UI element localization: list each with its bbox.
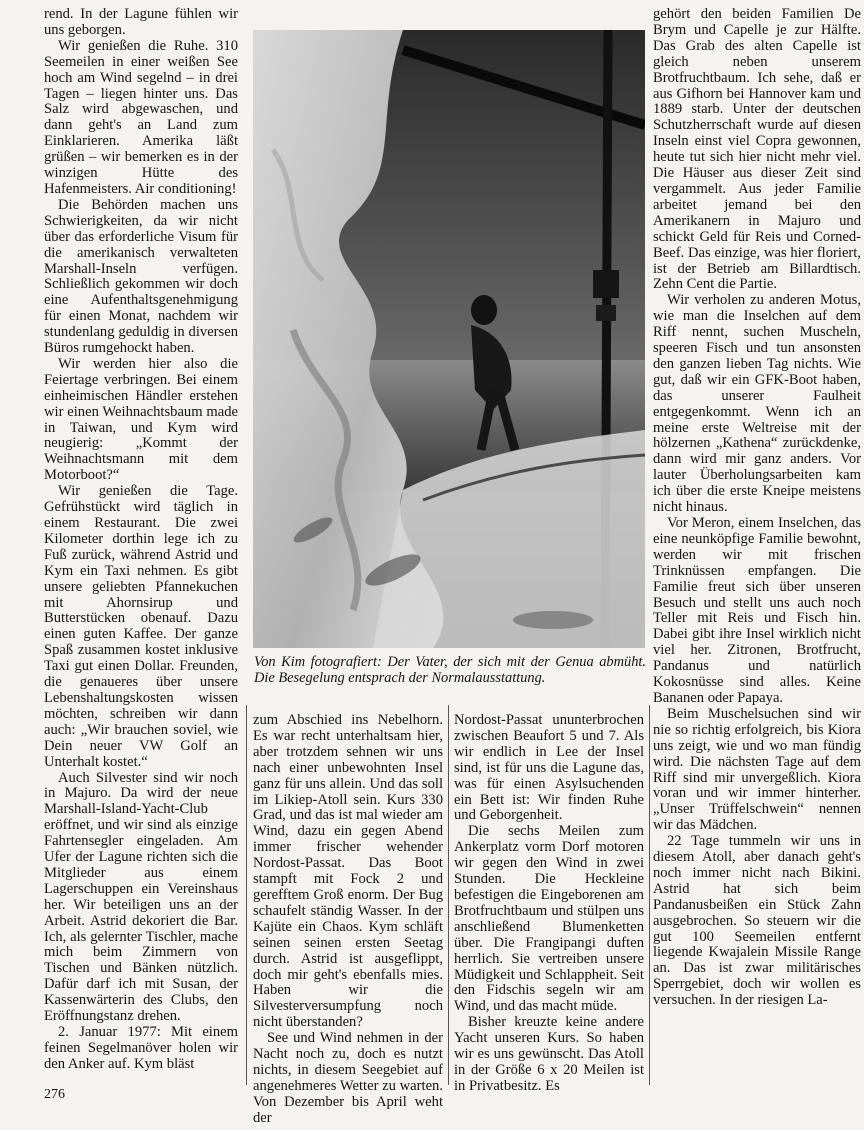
- paragraph: gehört den beiden Familien De Brym und Capelle je zur Hälfte. Das Grab des alten Capelle ist gleich neben unserem Brotfruchtbaum. Ich sehe, daß er aus Gifhorn bei Hannover kam und 1889 starb. Unter der deutschen Schutzherrschaft wurde auf diesen Inseln einst viel Copra gewonnen, heute tut sich hier nicht mehr viel. Die Häuser aus dieser Zeit sind vergammelt. Aus jeder Familie arbeitet jemand bei den Amerikanern in Majuro und schickt Geld für Reis und Corned-Beef. Das einzige, was hier floriert, ist der Betrieb am Billardtisch. Zehn Cent die Partie.: [653, 6, 861, 293]
- paragraph: See und Wind nehmen in der Nacht noch zu, doch es nutzt nichts, in diesem Seegebiet auf angenehmeres Wetter zu warten. Von Dezember bis April weht der: [253, 1030, 443, 1126]
- column-rule: [448, 705, 449, 1085]
- paragraph: Wir verholen zu anderen Motus, wie man die Inselchen auf dem Riff nennt, suchen Muscheln, speeren Fisch und tun ansonsten den ganzen lieben Tag nichts. Wie gut, daß wir ein GFK-Boot haben, das unserer Faulheit entgegenkommt. Wenn ich an meine erste Weltreise mit der hölzernen „Kathena“ zurückdenke, dann wird mir ganz anders. Vor lauter Überholungsarbeiten kam ich über die erste Kneipe meistens nicht hinaus.: [653, 292, 861, 516]
- column-rule: [649, 705, 650, 1085]
- paragraph: Vor Meron, einem Inselchen, das eine neunköpfige Familie bewohnt, werden wir mit frischen Trinknüssen empfangen. Die Familie freut sich über unseren Besuch und stellt uns auch noch Teller mit Reis und Fisch hin. Dabei gibt ihre Insel wirklich nicht viel her. Zitronen, Brotfrucht, Pandanus und natürlich Kokosnüsse sind alles. Keine Bananen oder Papaya.: [653, 515, 861, 706]
- paragraph: Die Behörden machen uns Schwierigkeiten, da wir nicht über das erforderliche Visum für die amerikanisch verwalteten Marshall-Inseln verfügen. Schließlich gekommen wir doch eine Aufenthaltsgenehmigung für einen Monat, nachdem wir stundenlang geduldig in diversen Büros rumgehockt haben.: [44, 196, 238, 357]
- text-column-middle-left: [253, 713, 443, 1127]
- text-column-middle-right: [454, 713, 644, 1095]
- sailing-photo: [253, 30, 645, 648]
- paragraph: Wir genießen die Ruhe. 310 Seemeilen in einer weißen See hoch am Wind segelnd – in drei Tagen – liegen hinter uns. Das Salz wird abgewaschen, und dann geht's an Land zum Einklarieren. Amerika läßt grüßen – wir bemerken es in der winzigen Hütte des Hafenmeisters. Air conditioning!: [44, 37, 238, 197]
- paragraph: rend. In der Lagune fühlen wir uns geborgen.: [44, 6, 238, 38]
- paragraph: 22 Tage tummeln wir uns in diesem Atoll, aber danach geht's noch immer nicht nach Bikini. Astrid hat sich beim Pandanusbeißen ein Stück Zahn ausgebrochen. So steuern wir die gut 100 Seemeilen entfernt liegende Kwajalein Missile Range an. Das ist zwar militärisches Sperrgebiet, doch wir wollen es versuchen. In der riesigen La-: [653, 833, 861, 1009]
- photo-caption: [254, 654, 646, 686]
- paragraph: Wir werden hier also die Feiertage verbringen. Bei einem einheimischen Händler erstehen wir einen Weihnachtsbaum made in Taiwan, und Kym wird neugierig: „Kommt der Weihnachtsmann mit dem Motorboot?“: [44, 355, 238, 484]
- paragraph: Bisher kreuzte keine andere Yacht unseren Kurs. So haben wir es uns gewünscht. Das Atoll in der Größe 6 x 20 Meilen ist in Privatbesitz. Es: [454, 1014, 644, 1094]
- page-number: 276: [44, 1087, 65, 1102]
- paragraph: Auch Silvester sind wir noch in Majuro. Da wird der neue Marshall-Island-Yacht-Club eröffnet, und wir sind als einzige Fahrtensegler eingeladen. Am Ufer der Lagune richten sich die Mitglieder aus einem Lagerschuppen ein Vereinshaus her. Wir beteiligen uns an der Arbeit. Astrid dekoriert die Bar. Ich, als gelernter Tischler, mache mich beim Zimmern von Tischen und Bänken nützlich. Dafür darf ich mit Susan, der Kassenwärterin des Clubs, den Eröffnungstanz drehen.: [44, 769, 238, 1025]
- paragraph: Nordost-Passat ununterbrochen zwischen Beaufort 5 und 7. Als wir endlich in Lee der Insel sind, ist für uns die Lagune das, was für einen Asylsuchenden ein Bett ist: Wir finden Ruhe und Geborgenheit.: [454, 712, 644, 824]
- paragraph: Wir genießen die Tage. Gefrühstückt wird täglich in einem Restaurant. Die zwei Kilometer dorthin lege ich zu Fuß zurück, während Astrid und Kym ein Taxi nehmen. Es gibt unsere geliebten Pfannekuchen mit Ahornsirup und Butterstücken obenauf. Dazu einen guten Kaffee. Der ganze Spaß zusammen kostet inklusive Taxi gut einen Dollar. Freunden, die genaueres über unsere Lebenshaltungskosten wissen möchten, schreiben wir dann auch: „Wir brauchen soviel, wie Dein neuer VW Golf an Unterhalt kostet.“: [44, 483, 238, 770]
- paragraph: Die sechs Meilen zum Ankerplatz vorm Dorf motoren wir gegen den Wind in zwei Stunden. Die Heckleine befestigen die Eingeborenen am Brotfruchtbaum und stülpen uns anschließend Blumenketten über. Die Frangipangi duften herrlich. Sie vertreiben unsere Müdigkeit und Schlappheit. Seit den Fidschis segeln wir am Wind, und das macht müde.: [454, 823, 644, 1015]
- paragraph: Beim Muschelsuchen sind wir nie so richtig erfolgreich, bis Kiora uns zeigt, wie und wo man fündig wird. Die nächsten Tage auf dem Riff sind mir unvergeßlich. Kiora voran und wir immer hinterher. „Unser Trüffelschwein“ nennen wir das Mädchen.: [653, 705, 861, 834]
- paragraph: zum Abschied ins Nebelhorn. Es war recht unterhaltsam hier, aber trotzdem sehnen wir uns nach einer unbewohnten Insel ganz für uns allein. Und das soll im Likiep-Atoll sein. Kurs 330 Grad, und das ist mal wieder am Wind, dazu ein gegen Abend immer frischer wehender Nordost-Passat. Das Boot stampft mit Fock 2 und gerefftem Groß enorm. Der Bug schaufelt ständig Wasser. In der Kajüte ein Chaos. Kym schläft seinen seinen ersten Seetag durch. Astrid ist ausgeflippt, doch mir geht's ebenfalls mies. Haben wir die Silvesterversumpfung noch nicht überstanden?: [253, 712, 443, 1031]
- column-rule: [246, 705, 247, 1085]
- text-column-right: [653, 7, 861, 1009]
- paragraph: 2. Januar 1977: Mit einem feinen Segelmanöver holen wir den Anker auf. Kym bläst: [44, 1024, 238, 1072]
- photo-caption-text: Von Kim fotografiert: Der Vater, der sich mit der Genua abmüht. Die Besegelung entsprach der Normalausstattung.: [254, 654, 646, 686]
- text-column-left: [44, 7, 238, 1073]
- sailing-photo-graphic: [253, 30, 645, 648]
